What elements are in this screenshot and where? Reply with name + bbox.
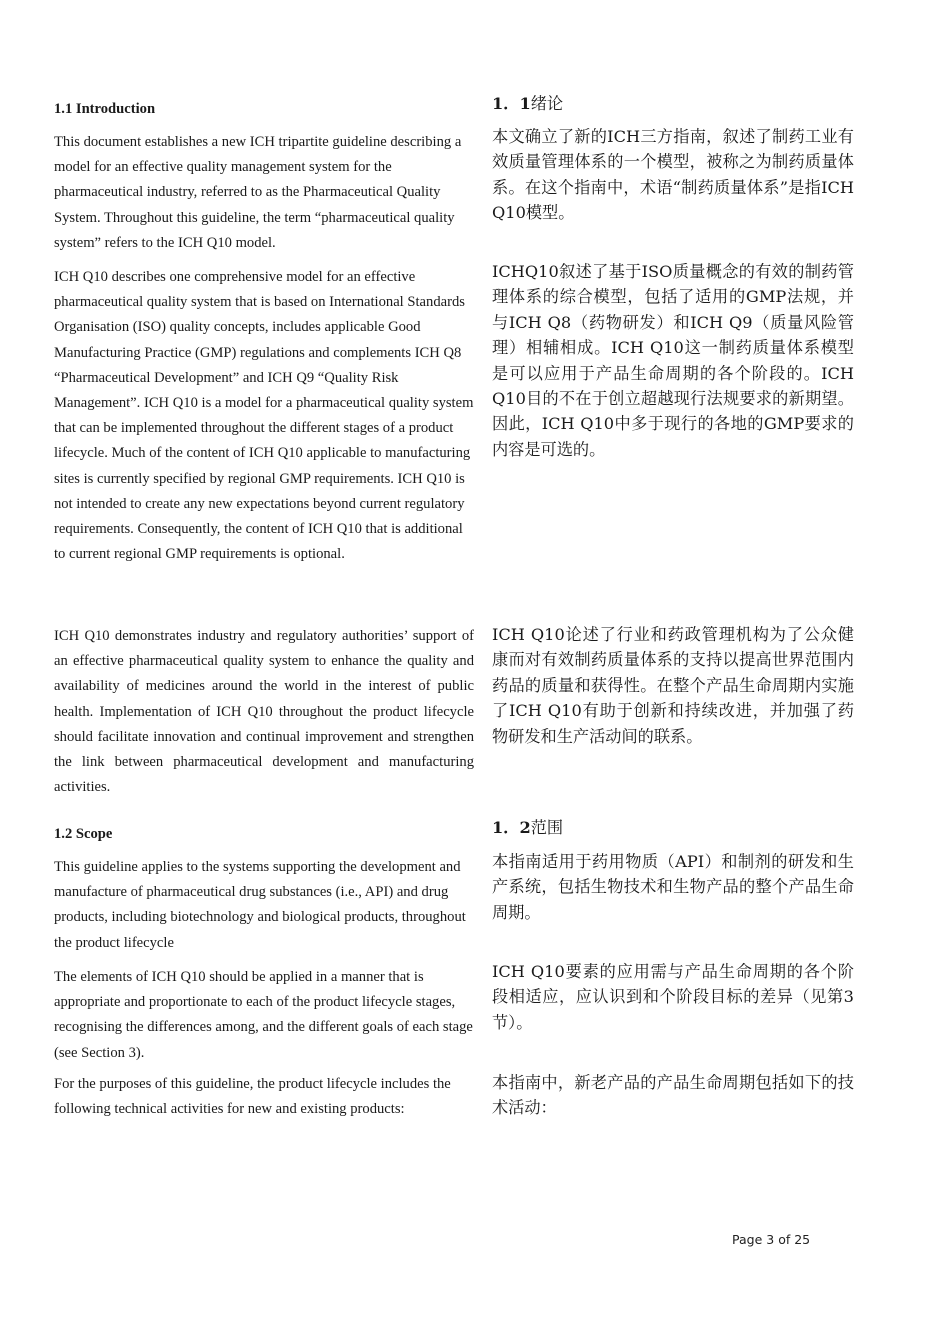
page-footer [732, 1231, 810, 1249]
section-1-1-heading-en: 1.1 Introduction [54, 101, 156, 117]
scope-paragraph-1-en: This guideline applies to the systems supporting the development and manufacture of pharmaceutical drug substances (i.e., API) and drug products, including biotechnology and biological products, throughout the product lifecycle [54, 859, 466, 951]
intro-paragraph-3-en: ICH Q10 demonstrates industry and regulatory authorities’ support of an effective pharmaceutical quality system to enhance the quality and availability of medicines around the world in the interest of public health. Implementation of ICH Q10 throughout the product lifecycle should facilitate innovation and continual improvement and strengthen the link between pharmaceutical development and manufacturing activities. [54, 628, 474, 796]
section-1-1-heading-zh [492, 93, 854, 115]
scope-paragraph-3-zh: 本指南中，新老产品的产品生命周期包括如下的技术活动： [492, 1073, 854, 1118]
section-1-2-heading-en: 1.2 Scope [54, 826, 113, 842]
section-1-2-title-zh: 范围 [530, 818, 564, 837]
intro-paragraph-2-en: ICH Q10 describes one comprehensive model for an effective pharmaceutical quality system that is based on International Standards Organisation (ISO) quality concepts, includes applicable Good Manufacturing Practice (GMP) regulations and complements ICH Q8 “Pharmaceutical Development” and ICH Q9 “Quality Risk Management”. ICH Q10 is a model for a pharmaceutical quality system that can be implemented throughout the different stages of a product lifecycle. Much of the content of ICH Q10 applicable to manufacturing sites is currently specified by regional GMP requirements. ICH Q10 is not intended to create any new expectations beyond current regulatory requirements. Consequently, the content of ICH Q10 that is additional to current regional GMP requirements is optional. [54, 269, 474, 563]
section-1-1-number-zh: 1．1 [492, 94, 531, 113]
page-label: Page [732, 1232, 763, 1247]
scope-paragraph-1-zh: 本指南适用于药用物质（API）和制剂的研发和生产系统，包括生物技术和生物产品的整个产品生命周期。 [492, 852, 854, 922]
page-number: 3 [766, 1232, 775, 1247]
intro-paragraph-3-zh: ICH Q10论述了行业和药政管理机构为了公众健康而对有效制药质量体系的支持以提高世界范围内药品的质量和获得性。在整个产品生命周期内实施了ICH Q10有助于创新和持续改进，并加强了药物研发和生产活动间的联系。 [492, 625, 854, 746]
intro-paragraph-1-zh: 本文确立了新的ICH三方指南，叙述了制药工业有效质量管理体系的一个模型，被称之为制药质量体系。在这个指南中，术语“制药质量体系”是指ICH Q10模型。 [492, 127, 854, 223]
scope-paragraph-3-en: For the purposes of this guideline, the product lifecycle includes the following technical activities for new and existing products: [54, 1076, 451, 1118]
intro-paragraph-1-en: This document establishes a new ICH tripartite guideline describing a model for an effective quality management system for the pharmaceutical industry, referred to as the Pharmaceutical Quality System. Throughout this guideline, the term “pharmaceutical quality system” refers to the ICH Q10 model. [54, 134, 462, 251]
scope-paragraph-2-en: The elements of ICH Q10 should be applied in a manner that is appropriate and proportionate to each of the product lifecycle stages, recognising the differences among, and the different goals of each stage (see Section 3). [54, 969, 473, 1061]
section-1-2-number-zh: 1．2 [492, 818, 531, 837]
section-1-2-heading-zh [492, 817, 854, 839]
scope-paragraph-2-zh: ICH Q10要素的应用需与产品生命周期的各个阶段相适应，应认识到和个阶段目标的差异（见第3节）。 [492, 962, 854, 1032]
total-pages: 25 [794, 1232, 811, 1247]
of-label: of [778, 1232, 791, 1247]
section-1-1-title-zh: 绪论 [530, 94, 564, 113]
intro-paragraph-2-zh: ICHQ10叙述了基于ISO质量概念的有效的制药管理体系的综合模型，包括了适用的GMP法规，并与ICH Q8（药物研发）和ICH Q9（质量风险管理）相辅相成。ICH Q10这一制药质量体系模型是可以应用于产品生命周期的各个阶段的。ICH Q10目的不在于创立超越现行法规要求的新期望。因此，ICH Q10中多于现行的各地的GMP要求的内容是可选的。 [492, 262, 854, 459]
